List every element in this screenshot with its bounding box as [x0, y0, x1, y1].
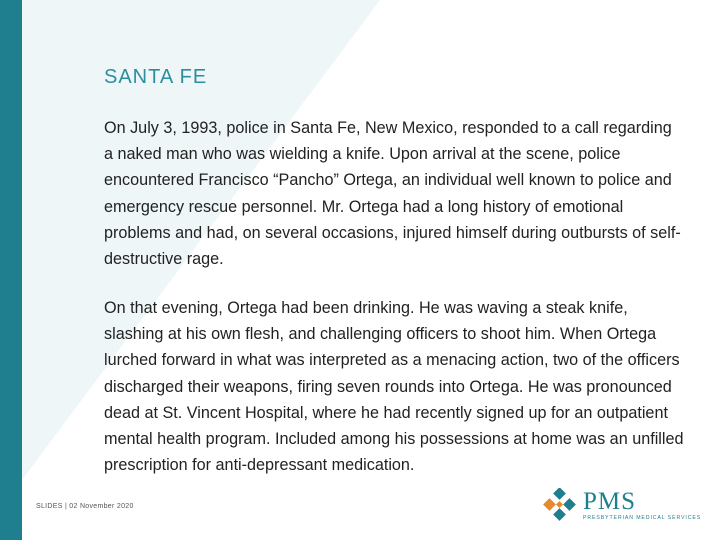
paragraph-1: On July 3, 1993, police in Santa Fe, New Mexico, responded to a call regarding a naked man who was wielding a knife. Upon arrival at the scene, police encountered Francisco “Pancho” Ortega, an individual well known to police and emergency rescue personnel. Mr. Ortega had a long history of emotional problems and had, on several occasions, injured himself during outbursts of self-destructive rage.	[104, 119, 681, 269]
paragraph-2: On that evening, Ortega had been drinking. He was waving a steak knife, slashing at his own flesh, and challenging officers to shoot him. When Ortega lurched forward in what was interpreted as a menacing action, two of the officers discharged their weapons, firing seven rounds into Ortega. He was pronounced dead at St. Vincent Hospital, where he had recently signed up for an outpatient mental health program. Included among his possessions at home was an unfilled prescription for anti-depressant medication.	[104, 299, 684, 475]
slide-footer: SLIDES | 02 November 2020	[36, 503, 134, 510]
pms-logo	[543, 488, 703, 524]
slide-title: SANTA FE	[104, 66, 208, 88]
pms-diamond-logo-icon	[543, 488, 577, 522]
logo-name: PMS	[583, 488, 637, 515]
logo-tagline: PRESBYTERIAN MEDICAL SERVICES	[583, 515, 702, 521]
left-accent-bar	[0, 0, 22, 540]
